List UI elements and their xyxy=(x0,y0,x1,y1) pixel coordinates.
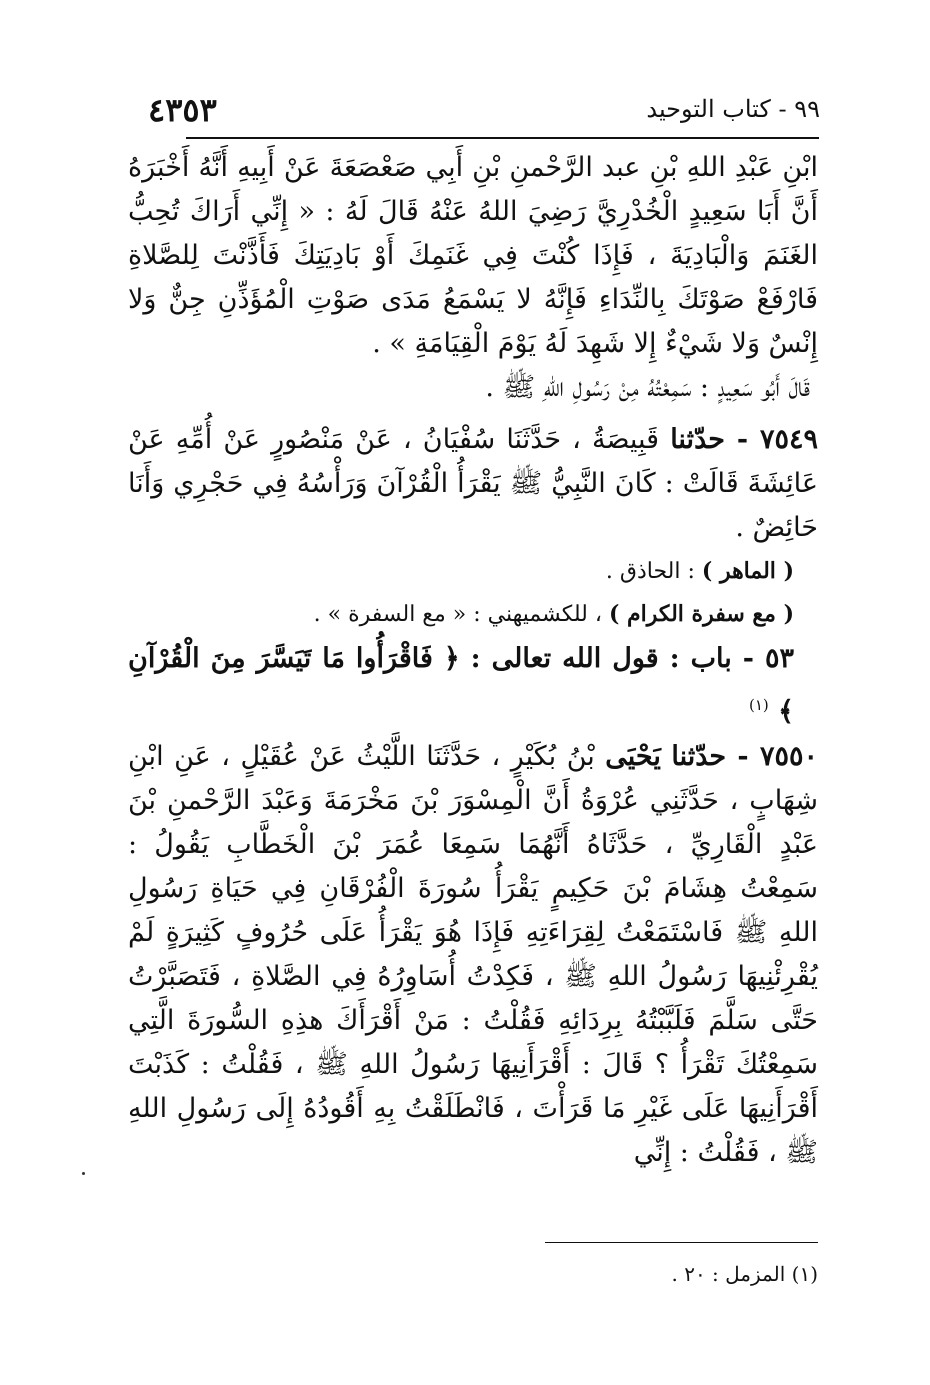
paragraph-abu-said: قَالَ أَبُو سَعِيدٍ : سَمِعْتُهُ مِنْ رَسُولِ اللهِ ﷺ . xyxy=(485,372,810,403)
footnote-ref: (١) xyxy=(748,696,769,714)
footnote-divider xyxy=(545,1242,818,1243)
hadith-7549-matn: عَنْ عَائِشَةَ قَالَتْ : كَانَ النَّبِيُّ ﷺ يَقْرَأُ الْقُرْآنَ وَرَأْسُهُ فِي حَجْرِي وَأَنَا حَائِضٌ . xyxy=(128,424,818,543)
header-divider xyxy=(186,137,819,139)
hadith-7549 xyxy=(128,418,818,550)
hadith-7550-matn: ابْنِ شِهَابٍ ، حَدَّثَنِي عُرْوَةُ أَنَّ الْمِسْوَرَ بْنَ مَخْرَمَةَ وَعَبْدَ الرَّحْمنِ بْنَ عَبْدٍ الْقَارِيِّ ، حَدَّثَاهُ أَنَّهُمَا سَمِعَا عُمَرَ بْنَ الْخَطَّابِ يَقُولُ : سَمِعْتُ هِشَامَ بْنَ حَكِيمٍ يَقْرَأُ سُورَةَ الْفُرْقَانِ فِي حَيَاةِ رَسُولِ اللهِ ﷺ فَاسْتَمَعْتُ لِقِرَاءَتِهِ فَإِذَا هُوَ يَقْرَأُ عَلَى حُرُوفٍ كَثِيرَةٍ لَمْ يُقْرِئْنِيهَا رَسُولُ اللهِ ﷺ ، فَكِدْتُ أُسَاوِرُهُ فِي الصَّلاةِ ، فَتَصَبَّرْتُ حَتَّى سَلَّمَ فَلَبَّبْتُهُ بِرِدَائِهِ فَقُلْتُ : مَنْ أَقْرَأَكَ هذِهِ السُّورَةَ الَّتِي سَمِعْتُكَ تَقْرَأُ ؟ قَالَ : أَقْرَأَنِيهَا رَسُولُ اللهِ ﷺ ، فَقُلْتُ : كَذَبْتَ أَقْرَأَنِيهَا عَلَى غَيْرِ مَا قَرَأْتَ ، فَانْطَلَقْتُ بِهِ أَقُودُهُ إِلَى رَسُولِ اللهِ ﷺ ، فَقُلْتُ : إِنِّي xyxy=(128,741,818,1168)
hadith-7549-isnad: قَبِيصَةُ ، حَدَّثَنَا سُفْيَانُ ، عَنْ مَنْصُورٍ عَنْ أُمِّهِ xyxy=(175,424,660,455)
hadith-7550-number: ٧٥٥٠ - حدّثنا xyxy=(671,741,818,772)
gloss-safara-text: ، للكشميهني : « مع السفرة » . xyxy=(313,602,602,627)
page-number: ٤٣٥٣ xyxy=(148,91,217,129)
gloss-maher xyxy=(128,550,818,593)
hadith-7550-isnad: بْنُ بُكَيْرٍ ، حَدَّثَنَا اللَّيْثُ عَنْ عُقَيْلٍ ، عَنِ xyxy=(174,741,595,772)
footnote: (١) المزمل : ٢٠ . xyxy=(671,1262,818,1286)
hadith-7550-narrator: يَحْيَى xyxy=(605,741,661,772)
gloss-safara-term: ( مع سفرة الكرام ) xyxy=(608,601,794,627)
paragraph-continuation: ابْنِ عَبْدِ اللهِ بْنِ عبد الرَّحْمنِ بْنِ أَبِي صَعْصَعَةَ عَنْ أَبِيهِ أَنَّهُ أَخْبَرَهُ أَنَّ أَبَا سَعِيدٍ الْخُدْرِيَّ رَضِيَ اللهُ عَنْهُ قَالَ لَهُ : « إِنِّي أَرَاكَ تُحِبُّ الغَنَمَ وَالْبَادِيَةَ ، فَإِذَا كُنْتَ فِي غَنَمِكَ أَوْ بَادِيَتِكَ فَأَذَّنْتَ لِلصَّلاةِ فَارْفَعْ صَوْتَكَ بِالنِّدَاءِ فَإِنَّهُ لا يَسْمَعُ مَدَى صَوْتِ الْمُؤَذِّنِ جِنٌّ وَلا إِنْسٌ وَلا شَيْءٌ إِلا شَهِدَ لَهُ يَوْمَ الْقِيَامَةِ » . xyxy=(128,152,818,359)
bab-53-label: ٥٣ - باب : قول الله تعالى : xyxy=(470,643,794,674)
main-text xyxy=(128,146,818,1175)
bab-53-quran-quote: ﴿ فَاقْرَأُوا مَا تَيَسَّرَ مِنَ الْقُرْآنِ ﴾ xyxy=(128,643,794,727)
hadith-7549-number: ٧٥٤٩ - حدّثنا xyxy=(670,424,818,455)
page-header xyxy=(148,91,820,135)
gloss-maher-term: ( الماهر ) xyxy=(701,558,794,584)
print-speck xyxy=(82,1172,85,1175)
hadith-7550 xyxy=(128,735,818,1175)
chapter-title: ٩٩ - كتاب التوحيد xyxy=(646,95,820,123)
gloss-maher-text: : الحاذق . xyxy=(605,559,695,584)
bab-53-heading xyxy=(128,636,818,735)
gloss-safara xyxy=(128,593,818,636)
